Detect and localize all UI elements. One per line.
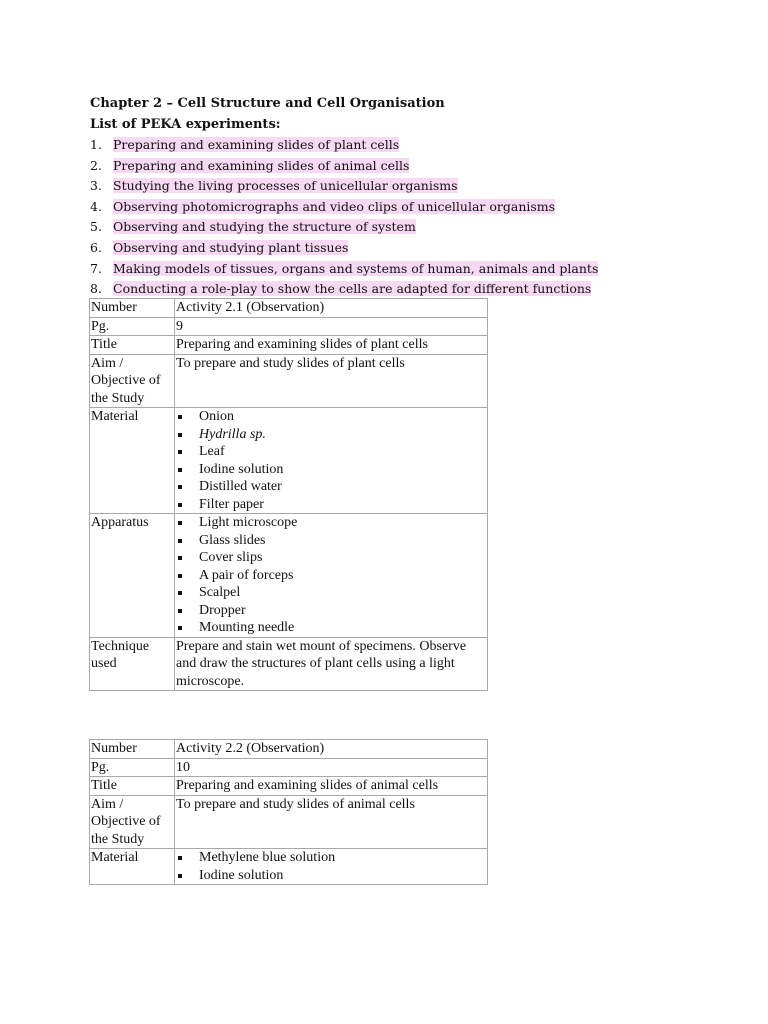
table-row bbox=[90, 408, 488, 514]
table-row bbox=[90, 777, 488, 796]
table-row bbox=[90, 317, 488, 336]
label-title: Title bbox=[90, 777, 175, 796]
list-item: Cover slips bbox=[176, 549, 486, 567]
list-item-text: Conducting a role-play to show the cells are adapted for different functions bbox=[113, 281, 592, 297]
list-item bbox=[90, 259, 690, 280]
label-title: Title bbox=[90, 336, 175, 355]
list-item bbox=[90, 197, 690, 218]
material-list bbox=[176, 849, 486, 884]
activity-title: Preparing and examining slides of animal cells bbox=[175, 777, 488, 796]
list-item-number: 2. bbox=[90, 157, 102, 173]
table-row bbox=[90, 354, 488, 408]
document-page bbox=[90, 93, 690, 300]
list-item-text: Observing and studying plant tissues bbox=[113, 239, 349, 255]
list-item: Mounting needle bbox=[176, 619, 486, 637]
list-item: Light microscope bbox=[176, 514, 486, 532]
material-cell bbox=[175, 849, 488, 885]
list-item-number: 5. bbox=[90, 219, 102, 235]
list-item-number: 4. bbox=[90, 198, 102, 214]
material-list bbox=[176, 408, 486, 513]
label-technique: Technique used bbox=[90, 637, 175, 691]
list-item-text: Preparing and examining slides of plant cells bbox=[113, 137, 400, 152]
activity-number: Activity 2.1 (Observation) bbox=[175, 299, 488, 318]
activity-2-2-table bbox=[89, 739, 488, 885]
list-item-text: Preparing and examining slides of animal cells bbox=[113, 157, 410, 173]
chapter-title: Chapter 2 – Cell Structure and Cell Organisation bbox=[90, 96, 445, 111]
list-item-text: Observing and studying the structure of system bbox=[113, 219, 416, 235]
activity-page: 10 bbox=[175, 758, 488, 777]
list-item: Leaf bbox=[176, 443, 486, 461]
table-row bbox=[90, 637, 488, 691]
activity-aim: To prepare and study slides of animal cells bbox=[175, 795, 488, 849]
activity-technique: Prepare and stain wet mount of specimens. Observe and draw the structures of plant cells using a light microscope. bbox=[175, 637, 488, 691]
label-aim: Aim / Objective of the Study bbox=[90, 795, 175, 849]
apparatus-list bbox=[176, 514, 486, 637]
list-item-number: 6. bbox=[90, 239, 102, 255]
table-row bbox=[90, 740, 488, 759]
activity-aim: To prepare and study slides of plant cells bbox=[175, 354, 488, 408]
list-item-text: Studying the living processes of unicellular organisms bbox=[113, 178, 458, 194]
label-material: Material bbox=[90, 849, 175, 885]
list-item-number: 1. bbox=[90, 137, 102, 152]
apparatus-cell bbox=[175, 514, 488, 638]
list-item-number: 7. bbox=[90, 260, 102, 276]
list-item-number: 3. bbox=[90, 178, 102, 194]
table-row bbox=[90, 758, 488, 777]
list-item: A pair of forceps bbox=[176, 567, 486, 585]
list-item: Onion bbox=[176, 408, 486, 426]
list-item: Hydrilla sp. bbox=[176, 426, 486, 444]
activity-title: Preparing and examining slides of plant cells bbox=[175, 336, 488, 355]
table-row bbox=[90, 336, 488, 355]
label-aim: Aim / Objective of the Study bbox=[90, 354, 175, 408]
list-item-text: Making models of tissues, organs and systems of human, animals and plants bbox=[113, 260, 599, 276]
activity-page: 9 bbox=[175, 317, 488, 336]
list-item bbox=[90, 156, 690, 177]
list-item: Iodine solution bbox=[176, 867, 486, 885]
list-item: Scalpel bbox=[176, 584, 486, 602]
list-item bbox=[90, 217, 690, 238]
label-number: Number bbox=[90, 740, 175, 759]
activity-number: Activity 2.2 (Observation) bbox=[175, 740, 488, 759]
list-item bbox=[90, 238, 690, 259]
label-material: Material bbox=[90, 408, 175, 514]
list-item-number: 8. bbox=[90, 281, 102, 297]
label-pg: Pg. bbox=[90, 317, 175, 336]
list-item bbox=[90, 135, 690, 156]
activity-2-1-table bbox=[89, 298, 488, 691]
list-item: Filter paper bbox=[176, 496, 486, 514]
list-title: List of PEKA experiments: bbox=[90, 117, 281, 132]
table-row bbox=[90, 849, 488, 885]
list-item: Iodine solution bbox=[176, 461, 486, 479]
table-row bbox=[90, 795, 488, 849]
label-apparatus: Apparatus bbox=[90, 514, 175, 638]
list-item: Glass slides bbox=[176, 532, 486, 550]
table-row bbox=[90, 514, 488, 638]
list-item: Methylene blue solution bbox=[176, 849, 486, 867]
experiment-list bbox=[90, 135, 690, 300]
list-item: Dropper bbox=[176, 602, 486, 620]
list-item bbox=[90, 279, 690, 300]
label-pg: Pg. bbox=[90, 758, 175, 777]
list-item-text: Observing photomicrographs and video clips of unicellular organisms bbox=[113, 198, 556, 214]
list-item bbox=[90, 176, 690, 197]
list-item: Distilled water bbox=[176, 478, 486, 496]
label-number: Number bbox=[90, 299, 175, 318]
table-row bbox=[90, 299, 488, 318]
material-cell bbox=[175, 408, 488, 514]
